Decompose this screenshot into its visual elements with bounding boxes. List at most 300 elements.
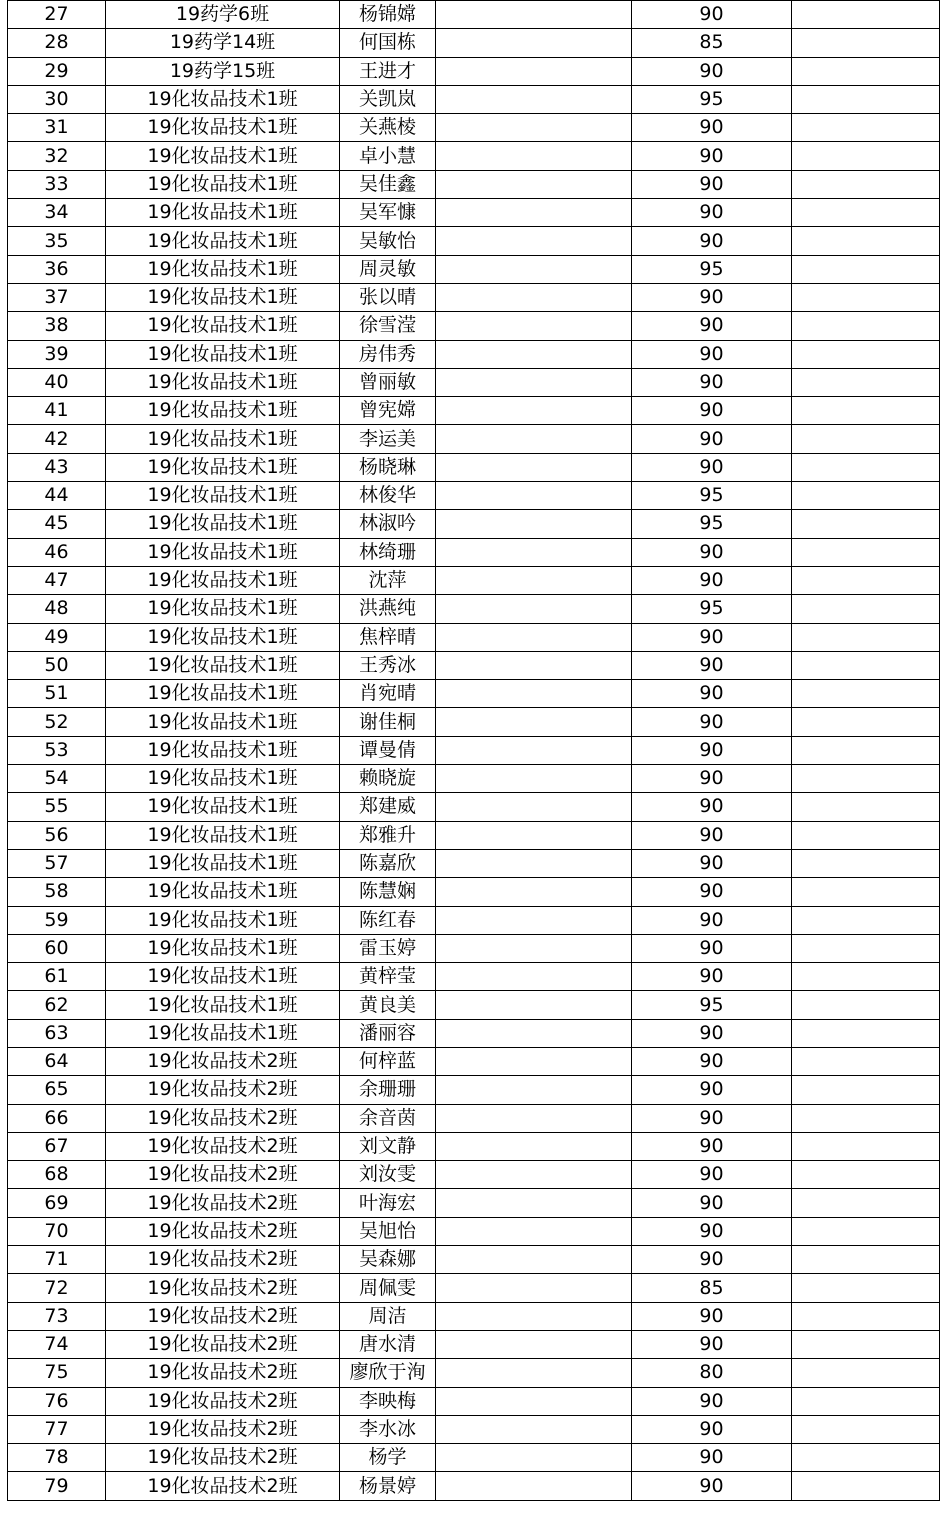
row-number-cell: 32 [8,142,106,170]
name-cell: 刘文静 [340,1132,436,1160]
score-cell: 90 [632,1104,792,1132]
row-number-cell: 69 [8,1189,106,1217]
blank-cell [792,453,940,481]
class-cell: 19化妆品技术1班 [106,878,340,906]
blank-cell [792,1387,940,1415]
blank-cell [792,85,940,113]
table-row [8,1132,940,1160]
row-number-cell: 79 [8,1472,106,1500]
table-row [8,1104,940,1132]
table-row [8,85,940,113]
class-cell: 19化妆品技术1班 [106,991,340,1019]
row-number-cell: 57 [8,849,106,877]
blank-cell [436,1161,632,1189]
blank-cell [792,1359,940,1387]
row-number-cell: 50 [8,651,106,679]
score-cell: 90 [632,765,792,793]
name-cell: 焦梓晴 [340,623,436,651]
score-cell: 90 [632,680,792,708]
row-number-cell: 51 [8,680,106,708]
name-cell: 刘汝雯 [340,1161,436,1189]
row-number-cell: 27 [8,1,106,29]
row-number-cell: 70 [8,1217,106,1245]
name-cell: 关凯岚 [340,85,436,113]
row-number-cell: 38 [8,312,106,340]
score-cell: 90 [632,57,792,85]
name-cell: 余珊珊 [340,1076,436,1104]
name-cell: 杨景婷 [340,1472,436,1500]
name-cell: 李运美 [340,425,436,453]
score-cell: 90 [632,1302,792,1330]
blank-cell [436,623,632,651]
class-cell: 19化妆品技术1班 [106,680,340,708]
name-cell: 李映梅 [340,1387,436,1415]
blank-cell [792,566,940,594]
blank-cell [792,1302,940,1330]
blank-cell [792,934,940,962]
row-number-cell: 72 [8,1274,106,1302]
class-cell: 19药学14班 [106,29,340,57]
class-cell: 19化妆品技术1班 [106,934,340,962]
blank-cell [792,793,940,821]
row-number-cell: 78 [8,1444,106,1472]
score-cell: 95 [632,85,792,113]
blank-cell [436,1246,632,1274]
class-cell: 19化妆品技术2班 [106,1472,340,1500]
score-cell: 90 [632,114,792,142]
row-number-cell: 48 [8,595,106,623]
row-number-cell: 31 [8,114,106,142]
row-number-cell: 33 [8,170,106,198]
name-cell: 关燕棱 [340,114,436,142]
class-cell: 19化妆品技术1班 [106,312,340,340]
name-cell: 唐水清 [340,1330,436,1358]
table-row [8,1161,940,1189]
class-cell: 19化妆品技术1班 [106,963,340,991]
name-cell: 林淑吟 [340,510,436,538]
blank-cell [436,199,632,227]
score-cell: 90 [632,1217,792,1245]
table-row [8,566,940,594]
blank-cell [436,736,632,764]
table-row [8,170,940,198]
score-cell: 90 [632,623,792,651]
blank-cell [792,1444,940,1472]
class-cell: 19化妆品技术2班 [106,1076,340,1104]
blank-cell [436,368,632,396]
blank-cell [436,425,632,453]
blank-cell [436,170,632,198]
table-row [8,906,940,934]
blank-cell [792,1019,940,1047]
blank-cell [792,114,940,142]
blank-cell [792,170,940,198]
blank-cell [792,708,940,736]
blank-cell [436,1444,632,1472]
name-cell: 卓小慧 [340,142,436,170]
name-cell: 张以晴 [340,283,436,311]
row-number-cell: 61 [8,963,106,991]
name-cell: 曾宪嫦 [340,397,436,425]
row-number-cell: 45 [8,510,106,538]
class-cell: 19化妆品技术1班 [106,397,340,425]
row-number-cell: 68 [8,1161,106,1189]
row-number-cell: 71 [8,1246,106,1274]
table-row [8,878,940,906]
class-cell: 19化妆品技术1班 [106,651,340,679]
score-cell: 95 [632,482,792,510]
table-row [8,934,940,962]
score-cell: 90 [632,312,792,340]
table-row [8,821,940,849]
class-cell: 19化妆品技术2班 [106,1104,340,1132]
table-row [8,680,940,708]
name-cell: 陈慧娴 [340,878,436,906]
blank-cell [792,765,940,793]
class-cell: 19化妆品技术1班 [106,708,340,736]
score-cell: 90 [632,906,792,934]
row-number-cell: 55 [8,793,106,821]
name-cell: 曾丽敏 [340,368,436,396]
blank-cell [436,482,632,510]
table-row [8,510,940,538]
table-row [8,397,940,425]
class-cell: 19化妆品技术2班 [106,1189,340,1217]
table-row [8,227,940,255]
row-number-cell: 29 [8,57,106,85]
blank-cell [436,255,632,283]
table-row [8,623,940,651]
blank-cell [792,482,940,510]
class-cell: 19化妆品技术1班 [106,595,340,623]
class-cell: 19化妆品技术1班 [106,340,340,368]
blank-cell [436,1132,632,1160]
score-cell: 90 [632,199,792,227]
table-row [8,1019,940,1047]
blank-cell [792,199,940,227]
blank-cell [792,736,940,764]
table-row [8,425,940,453]
blank-cell [792,1415,940,1443]
class-cell: 19化妆品技术2班 [106,1047,340,1075]
row-number-cell: 67 [8,1132,106,1160]
name-cell: 何国栋 [340,29,436,57]
name-cell: 赖晓旋 [340,765,436,793]
name-cell: 徐雪滢 [340,312,436,340]
blank-cell [792,1076,940,1104]
name-cell: 房伟秀 [340,340,436,368]
row-number-cell: 39 [8,340,106,368]
name-cell: 王秀冰 [340,651,436,679]
table-row [8,312,940,340]
score-table-body [8,1,940,1501]
name-cell: 吴敏怡 [340,227,436,255]
name-cell: 谭曼倩 [340,736,436,764]
blank-cell [436,312,632,340]
class-cell: 19化妆品技术1班 [106,199,340,227]
table-row [8,991,940,1019]
score-cell: 90 [632,1047,792,1075]
class-cell: 19化妆品技术2班 [106,1246,340,1274]
blank-cell [436,906,632,934]
blank-cell [792,312,940,340]
blank-cell [436,1076,632,1104]
class-cell: 19化妆品技术1班 [106,821,340,849]
blank-cell [436,340,632,368]
score-cell: 90 [632,1444,792,1472]
table-row [8,963,940,991]
score-cell: 90 [632,1076,792,1104]
class-cell: 19化妆品技术1班 [106,170,340,198]
row-number-cell: 36 [8,255,106,283]
name-cell: 何梓蓝 [340,1047,436,1075]
class-cell: 19化妆品技术1班 [106,1019,340,1047]
blank-cell [792,821,940,849]
blank-cell [436,1472,632,1500]
blank-cell [436,453,632,481]
name-cell: 陈嘉欣 [340,849,436,877]
table-row [8,793,940,821]
name-cell: 叶海宏 [340,1189,436,1217]
blank-cell [436,142,632,170]
class-cell: 19化妆品技术1班 [106,227,340,255]
score-cell: 90 [632,1132,792,1160]
blank-cell [792,368,940,396]
score-cell: 90 [632,1246,792,1274]
score-cell: 90 [632,793,792,821]
class-cell: 19化妆品技术2班 [106,1415,340,1443]
name-cell: 王进才 [340,57,436,85]
class-cell: 19化妆品技术1班 [106,736,340,764]
row-number-cell: 47 [8,566,106,594]
row-number-cell: 40 [8,368,106,396]
class-cell: 19化妆品技术1班 [106,425,340,453]
table-row [8,1387,940,1415]
blank-cell [792,340,940,368]
score-cell: 95 [632,255,792,283]
table-row [8,1330,940,1358]
table-row [8,1274,940,1302]
blank-cell [436,708,632,736]
blank-cell [792,425,940,453]
blank-cell [792,538,940,566]
score-cell: 90 [632,849,792,877]
table-row [8,1,940,29]
score-cell: 90 [632,227,792,255]
class-cell: 19化妆品技术1班 [106,793,340,821]
blank-cell [436,963,632,991]
name-cell: 吴森娜 [340,1246,436,1274]
name-cell: 沈萍 [340,566,436,594]
blank-cell [792,623,940,651]
row-number-cell: 63 [8,1019,106,1047]
row-number-cell: 66 [8,1104,106,1132]
name-cell: 黄良美 [340,991,436,1019]
table-row [8,199,940,227]
score-cell: 90 [632,934,792,962]
name-cell: 郑雅升 [340,821,436,849]
row-number-cell: 41 [8,397,106,425]
blank-cell [436,878,632,906]
name-cell: 林绮珊 [340,538,436,566]
name-cell: 郑建威 [340,793,436,821]
blank-cell [436,765,632,793]
row-number-cell: 59 [8,906,106,934]
table-row [8,736,940,764]
row-number-cell: 56 [8,821,106,849]
table-row [8,255,940,283]
name-cell: 雷玉婷 [340,934,436,962]
name-cell: 杨锦嫦 [340,1,436,29]
score-cell: 90 [632,566,792,594]
name-cell: 谢佳桐 [340,708,436,736]
class-cell: 19化妆品技术1班 [106,283,340,311]
row-number-cell: 43 [8,453,106,481]
blank-cell [792,227,940,255]
blank-cell [436,991,632,1019]
table-row [8,29,940,57]
table-row [8,595,940,623]
score-cell: 90 [632,1189,792,1217]
blank-cell [792,1132,940,1160]
blank-cell [436,1359,632,1387]
class-cell: 19化妆品技术1班 [106,623,340,651]
blank-cell [436,934,632,962]
class-cell: 19化妆品技术2班 [106,1444,340,1472]
score-cell: 90 [632,1330,792,1358]
name-cell: 黄梓莹 [340,963,436,991]
name-cell: 余音茵 [340,1104,436,1132]
blank-cell [436,283,632,311]
blank-cell [436,1189,632,1217]
name-cell: 潘丽容 [340,1019,436,1047]
name-cell: 吴佳鑫 [340,170,436,198]
row-number-cell: 35 [8,227,106,255]
score-cell: 90 [632,425,792,453]
row-number-cell: 64 [8,1047,106,1075]
table-row [8,114,940,142]
table-row [8,651,940,679]
class-cell: 19化妆品技术1班 [106,85,340,113]
table-row [8,482,940,510]
row-number-cell: 53 [8,736,106,764]
row-number-cell: 77 [8,1415,106,1443]
blank-cell [792,849,940,877]
blank-cell [436,1415,632,1443]
table-row [8,142,940,170]
row-number-cell: 65 [8,1076,106,1104]
score-cell: 95 [632,991,792,1019]
blank-cell [792,1,940,29]
score-cell: 90 [632,1387,792,1415]
class-cell: 19化妆品技术1班 [106,849,340,877]
table-row [8,765,940,793]
score-cell: 90 [632,821,792,849]
class-cell: 19化妆品技术1班 [106,114,340,142]
class-cell: 19化妆品技术1班 [106,510,340,538]
blank-cell [436,397,632,425]
score-cell: 90 [632,453,792,481]
class-cell: 19化妆品技术2班 [106,1330,340,1358]
blank-cell [436,538,632,566]
name-cell: 陈红春 [340,906,436,934]
name-cell: 周洁 [340,1302,436,1330]
class-cell: 19化妆品技术1班 [106,142,340,170]
table-row [8,453,940,481]
class-cell: 19化妆品技术1班 [106,906,340,934]
name-cell: 吴军慷 [340,199,436,227]
blank-cell [436,821,632,849]
row-number-cell: 34 [8,199,106,227]
name-cell: 周灵敏 [340,255,436,283]
score-cell: 95 [632,595,792,623]
blank-cell [792,1161,940,1189]
blank-cell [436,1019,632,1047]
blank-cell [436,1047,632,1075]
row-number-cell: 28 [8,29,106,57]
row-number-cell: 42 [8,425,106,453]
score-cell: 90 [632,142,792,170]
score-cell: 90 [632,1161,792,1189]
blank-cell [436,57,632,85]
name-cell: 廖欣于洵 [340,1359,436,1387]
class-cell: 19化妆品技术1班 [106,453,340,481]
score-cell: 90 [632,538,792,566]
table-row [8,1189,940,1217]
score-cell: 90 [632,1019,792,1047]
class-cell: 19化妆品技术2班 [106,1132,340,1160]
table-row [8,849,940,877]
class-cell: 19化妆品技术2班 [106,1274,340,1302]
blank-cell [792,1246,940,1274]
row-number-cell: 44 [8,482,106,510]
row-number-cell: 76 [8,1387,106,1415]
score-cell: 90 [632,708,792,736]
blank-cell [792,1217,940,1245]
class-cell: 19化妆品技术2班 [106,1359,340,1387]
score-cell: 85 [632,1274,792,1302]
table-row [8,1359,940,1387]
table-row [8,1047,940,1075]
table-row [8,1472,940,1500]
table-row [8,1076,940,1104]
row-number-cell: 37 [8,283,106,311]
blank-cell [792,1104,940,1132]
row-number-cell: 73 [8,1302,106,1330]
blank-cell [436,1302,632,1330]
blank-cell [436,1330,632,1358]
row-number-cell: 30 [8,85,106,113]
score-cell: 90 [632,1472,792,1500]
score-cell: 90 [632,1,792,29]
blank-cell [792,29,940,57]
score-cell: 80 [632,1359,792,1387]
row-number-cell: 58 [8,878,106,906]
name-cell: 林俊华 [340,482,436,510]
class-cell: 19化妆品技术1班 [106,566,340,594]
blank-cell [792,1047,940,1075]
table-row [8,538,940,566]
table-row [8,283,940,311]
score-table [7,0,940,1501]
table-row [8,368,940,396]
blank-cell [436,566,632,594]
blank-cell [436,651,632,679]
row-number-cell: 54 [8,765,106,793]
blank-cell [792,510,940,538]
blank-cell [436,1274,632,1302]
table-row [8,1302,940,1330]
